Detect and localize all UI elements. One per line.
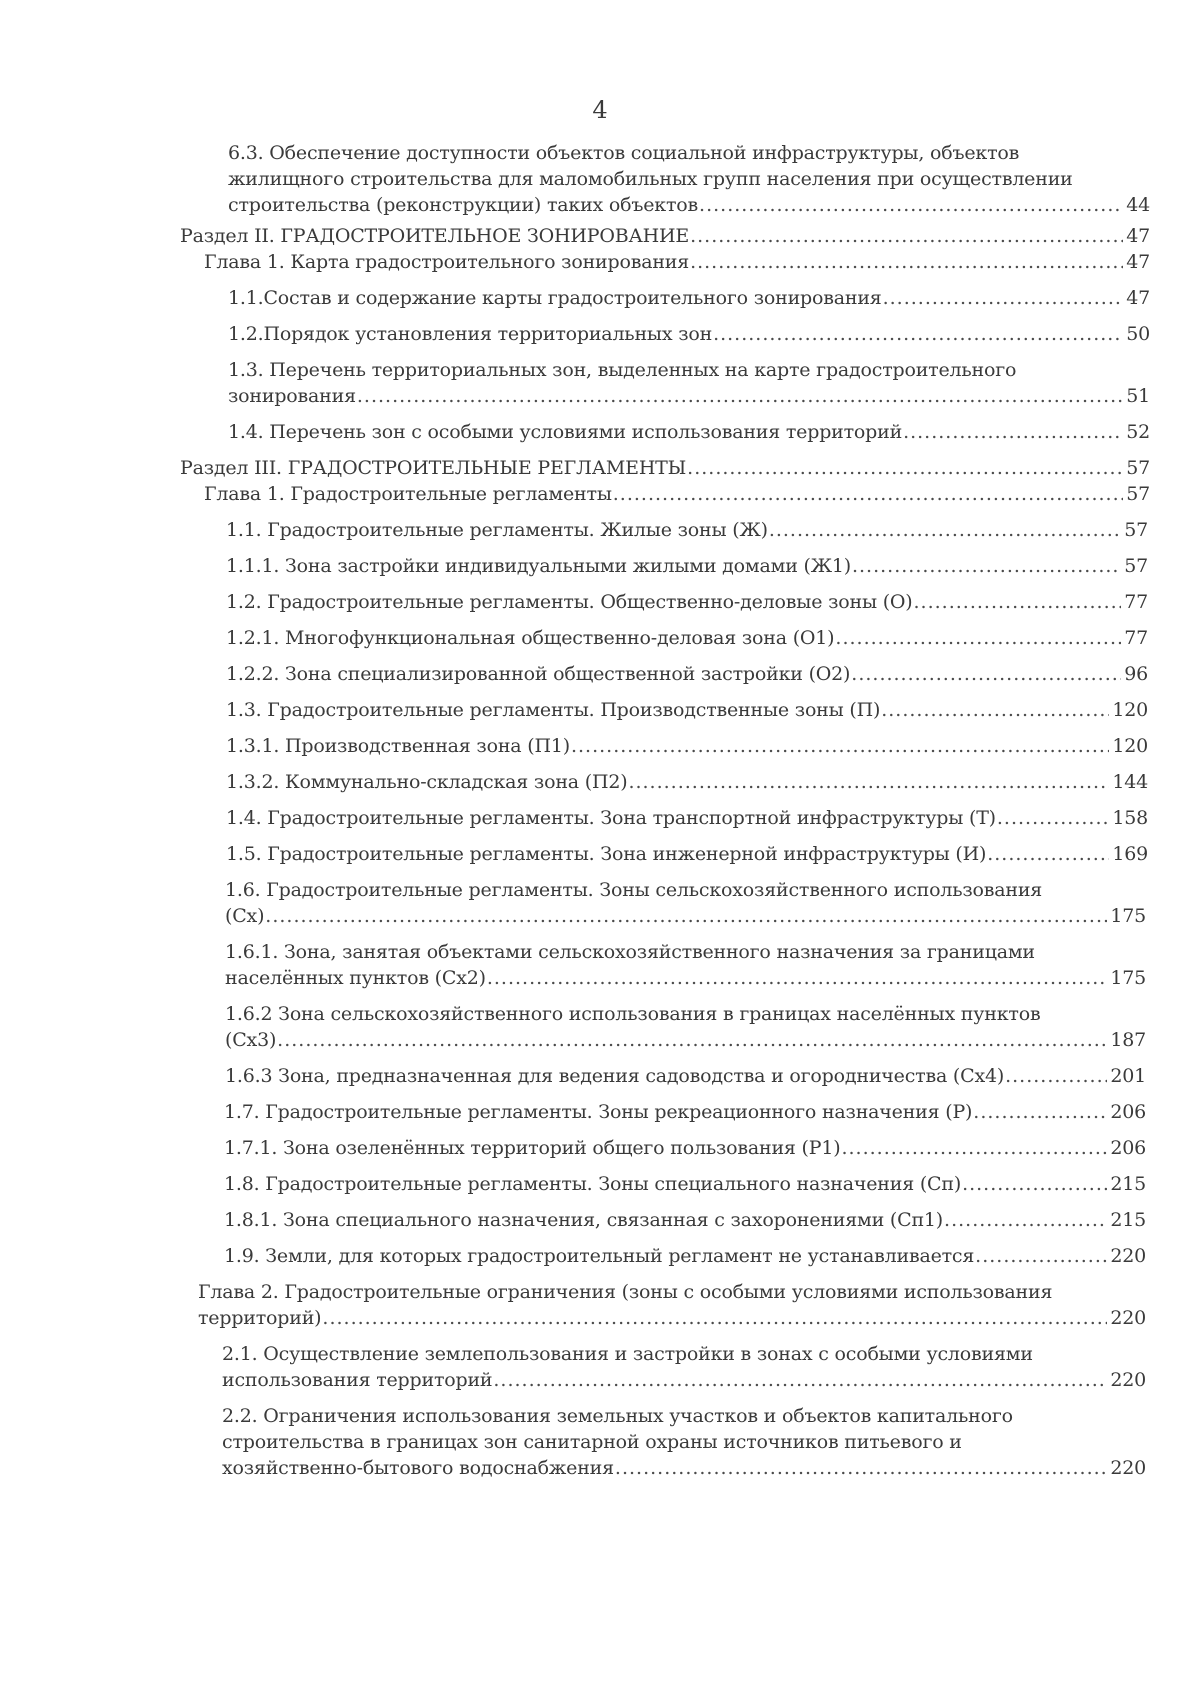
- toc-entry-page: 175: [1110, 967, 1146, 989]
- toc-entry[interactable]: [228, 321, 1150, 347]
- toc-entry-last-line: [225, 1063, 1146, 1089]
- toc-entry-line: 1.6. Градостроительные регламенты. Зоны сельскохозяйственного использования: [225, 879, 1043, 901]
- toc-entry[interactable]: [222, 1403, 1146, 1481]
- toc-entry-last-line: [228, 192, 1150, 218]
- toc-entry-title: 1.1.1. Зона застройки индивидуальными жилыми домами (Ж1): [226, 555, 851, 577]
- toc-entry-title: 1.3.2. Коммунально-складская зона (П2): [226, 771, 628, 793]
- toc-entry[interactable]: [226, 841, 1148, 867]
- table-of-contents: [0, 140, 1200, 1481]
- toc-entry-page: 47: [1126, 225, 1150, 247]
- toc-entry-last-line: [224, 1099, 1146, 1125]
- toc-entry-page: 44: [1126, 194, 1150, 216]
- toc-entry[interactable]: [225, 877, 1146, 929]
- toc-entry-title: (Сх3): [225, 1029, 277, 1051]
- toc-entry-page: 57: [1124, 555, 1148, 577]
- toc-entry-page: 47: [1126, 251, 1150, 273]
- toc-entry-page: 220: [1110, 1307, 1146, 1329]
- dot-leader: [571, 733, 1109, 759]
- toc-entry-title: Глава 1. Градостроительные регламенты: [204, 483, 612, 505]
- toc-entry-last-line: [224, 1171, 1146, 1197]
- page-number: 4: [592, 96, 608, 124]
- toc-entry-last-line: [226, 661, 1148, 687]
- toc-entry[interactable]: [224, 1171, 1146, 1197]
- dot-leader: [699, 192, 1123, 218]
- toc-entry-title: 1.4. Градостроительные регламенты. Зона транспортной инфраструктуры (Т): [226, 807, 996, 829]
- toc-entry-title: населённых пунктов (Сх2): [225, 967, 486, 989]
- toc-entry[interactable]: [224, 1135, 1146, 1161]
- toc-entry-page: 175: [1110, 905, 1146, 927]
- toc-entry[interactable]: [226, 553, 1148, 579]
- toc-entry-last-line: [180, 223, 1150, 249]
- dot-leader: [973, 1099, 1107, 1125]
- toc-entry-last-line: [228, 383, 1150, 409]
- dot-leader: [690, 223, 1123, 249]
- dot-leader: [322, 1305, 1107, 1331]
- toc-entry-last-line: [204, 481, 1150, 507]
- toc-entry-last-line: [224, 1135, 1146, 1161]
- dot-leader: [852, 553, 1121, 579]
- toc-entry[interactable]: [225, 1063, 1146, 1089]
- toc-entry-line: строительства в границах зон санитарной охраны источников питьевого и: [222, 1431, 962, 1453]
- toc-entry[interactable]: [228, 357, 1150, 409]
- toc-entry-title: строительства (реконструкции) таких объектов: [228, 194, 699, 216]
- toc-entry-last-line: [198, 1305, 1146, 1331]
- toc-entry-page: 144: [1112, 771, 1148, 793]
- toc-entry[interactable]: [226, 661, 1148, 687]
- toc-entry-last-line: [226, 625, 1148, 651]
- toc-entry-last-line: [228, 285, 1150, 311]
- toc-entry-last-line: [226, 805, 1148, 831]
- toc-entry-title: Раздел III. ГРАДОСТРОИТЕЛЬНЫЕ РЕГЛАМЕНТЫ: [180, 457, 687, 479]
- toc-entry-page: 220: [1110, 1369, 1146, 1391]
- toc-entry[interactable]: [224, 1243, 1146, 1269]
- toc-entry-last-line: [228, 321, 1150, 347]
- toc-entry-last-line: [226, 589, 1148, 615]
- dot-leader: [613, 481, 1123, 507]
- dot-leader: [881, 697, 1109, 723]
- toc-entry[interactable]: [226, 697, 1148, 723]
- toc-entry-last-line: [225, 903, 1146, 929]
- toc-entry-line: 2.1. Осуществление землепользования и застройки в зонах с особыми условиями: [222, 1343, 1033, 1365]
- dot-leader: [713, 321, 1123, 347]
- toc-entry-last-line: [226, 517, 1148, 543]
- toc-entry-page: 50: [1126, 323, 1150, 345]
- toc-entry-page: 57: [1126, 457, 1150, 479]
- toc-entry-page: 57: [1126, 483, 1150, 505]
- toc-entry-page: 187: [1110, 1029, 1146, 1051]
- toc-entry-page: 206: [1110, 1101, 1146, 1123]
- toc-entry[interactable]: [204, 481, 1150, 507]
- dot-leader: [690, 249, 1123, 275]
- toc-entry-title: 1.2.1. Многофункциональная общественно-деловая зона (О1): [226, 627, 835, 649]
- toc-entry-line: 1.3. Перечень территориальных зон, выделенных на карте градостроительного: [228, 359, 1017, 381]
- toc-entry[interactable]: [198, 1279, 1146, 1331]
- toc-entry[interactable]: [228, 419, 1150, 445]
- dot-leader: [975, 1243, 1107, 1269]
- toc-entry-title: 1.2. Градостроительные регламенты. Общественно-деловые зоны (О): [226, 591, 913, 613]
- toc-entry[interactable]: [225, 939, 1146, 991]
- toc-entry-page: 220: [1110, 1245, 1146, 1267]
- toc-entry[interactable]: [228, 285, 1150, 311]
- toc-entry-page: 201: [1110, 1065, 1146, 1087]
- toc-entry-last-line: [226, 769, 1148, 795]
- toc-entry-title: Раздел II. ГРАДОСТРОИТЕЛЬНОЕ ЗОНИРОВАНИЕ: [180, 225, 690, 247]
- dot-leader: [903, 419, 1123, 445]
- toc-entry-last-line: [226, 733, 1148, 759]
- toc-entry-line: 1.6.2 Зона сельскохозяйственного использования в границах населённых пунктов: [225, 1003, 1041, 1025]
- toc-entry[interactable]: [224, 1207, 1146, 1233]
- toc-entry-title: (Сх): [225, 905, 265, 927]
- toc-entry-page: 220: [1110, 1457, 1146, 1479]
- toc-entry-last-line: [226, 841, 1148, 867]
- toc-entry-page: 169: [1112, 843, 1148, 865]
- toc-entry[interactable]: [222, 1341, 1146, 1393]
- dot-leader: [883, 285, 1124, 311]
- toc-entry-page: 77: [1124, 627, 1148, 649]
- dot-leader: [851, 661, 1121, 687]
- dot-leader: [487, 965, 1107, 991]
- dot-leader: [914, 589, 1122, 615]
- toc-entry-line: 1.6.1. Зона, занятая объектами сельскохозяйственного назначения за границами: [225, 941, 1035, 963]
- toc-entry[interactable]: [226, 589, 1148, 615]
- dot-leader: [357, 383, 1123, 409]
- toc-entry-last-line: [224, 1207, 1146, 1233]
- toc-entry-title: хозяйственно-бытового водоснабжения: [222, 1457, 614, 1479]
- dot-leader: [987, 841, 1109, 867]
- toc-entry[interactable]: [180, 223, 1150, 249]
- dot-leader: [1005, 1063, 1107, 1089]
- toc-entry-line: 6.3. Обеспечение доступности объектов социальной инфраструктуры, объектов: [228, 142, 1020, 164]
- dot-leader: [265, 903, 1107, 929]
- toc-entry-title: 1.5. Градостроительные регламенты. Зона инженерной инфраструктуры (И): [226, 843, 987, 865]
- toc-entry-title: 1.9. Земли, для которых градостроительный регламент не устанавливается: [224, 1245, 975, 1267]
- toc-entry-last-line: [180, 455, 1150, 481]
- toc-entry-title: 1.4. Перечень зон с особыми условиями использования территорий: [228, 421, 903, 443]
- toc-entry-last-line: [225, 965, 1146, 991]
- toc-entry-title: 1.7.1. Зона озеленённых территорий общего пользования (Р1): [224, 1137, 841, 1159]
- toc-entry-page: 120: [1112, 699, 1148, 721]
- dot-leader: [277, 1027, 1107, 1053]
- dot-leader: [769, 517, 1121, 543]
- dot-leader: [493, 1367, 1107, 1393]
- toc-entry-page: 47: [1126, 287, 1150, 309]
- toc-entry-page: 120: [1112, 735, 1148, 757]
- dot-leader: [962, 1171, 1107, 1197]
- toc-entry-title: 1.3.1. Производственная зона (П1): [226, 735, 570, 757]
- toc-entry-last-line: [225, 1027, 1146, 1053]
- toc-entry-page: 158: [1112, 807, 1148, 829]
- toc-entry-title: Глава 1. Карта градостроительного зонирования: [204, 251, 690, 273]
- toc-entry-line: Глава 2. Градостроительные ограничения (зоны с особыми условиями использования: [198, 1281, 1053, 1303]
- dot-leader: [835, 625, 1121, 651]
- toc-entry-title: 1.8. Градостроительные регламенты. Зоны специального назначения (Сп): [224, 1173, 962, 1195]
- toc-entry-page: 51: [1126, 385, 1150, 407]
- dot-leader: [687, 455, 1123, 481]
- toc-entry-title: 1.3. Градостроительные регламенты. Производственные зоны (П): [226, 699, 881, 721]
- toc-entry[interactable]: [225, 1001, 1146, 1053]
- toc-entry-title: территорий): [198, 1307, 322, 1329]
- toc-entry-page: 206: [1110, 1137, 1146, 1159]
- toc-entry-title: 1.6.3 Зона, предназначенная для ведения садоводства и огородничества (Сх4): [225, 1065, 1005, 1087]
- toc-entry[interactable]: [226, 805, 1148, 831]
- toc-entry-title: 1.2.2. Зона специализированной общественной застройки (О2): [226, 663, 851, 685]
- toc-entry-last-line: [226, 697, 1148, 723]
- toc-entry-last-line: [224, 1243, 1146, 1269]
- dot-leader: [944, 1207, 1107, 1233]
- toc-entry[interactable]: [180, 455, 1150, 481]
- toc-entry-title: 1.1. Градостроительные регламенты. Жилые зоны (Ж): [226, 519, 768, 541]
- toc-entry-page: 57: [1124, 519, 1148, 541]
- toc-entry[interactable]: [228, 140, 1150, 218]
- toc-entry[interactable]: [226, 733, 1148, 759]
- toc-entry-page: 52: [1126, 421, 1150, 443]
- toc-entry-title: 1.2.Порядок установления территориальных зон: [228, 323, 713, 345]
- toc-entry[interactable]: [224, 1099, 1146, 1125]
- dot-leader: [628, 769, 1109, 795]
- toc-entry[interactable]: [226, 625, 1148, 651]
- toc-entry-last-line: [222, 1455, 1146, 1481]
- toc-entry-title: 1.7. Градостроительные регламенты. Зоны рекреационного назначения (Р): [224, 1101, 973, 1123]
- toc-entry-last-line: [228, 419, 1150, 445]
- toc-entry-page: 215: [1110, 1173, 1146, 1195]
- toc-entry-title: использования территорий: [222, 1369, 493, 1391]
- toc-entry-title: зонирования: [228, 385, 356, 407]
- toc-entry-page: 215: [1110, 1209, 1146, 1231]
- toc-entry-title: 1.8.1. Зона специального назначения, связанная с захоронениями (Сп1): [224, 1209, 944, 1231]
- toc-entry-page: 77: [1124, 591, 1148, 613]
- toc-entry-last-line: [226, 553, 1148, 579]
- toc-entry-line: жилищного строительства для маломобильных групп населения при осуществлении: [228, 168, 1073, 190]
- toc-entry-page: 96: [1124, 663, 1148, 685]
- toc-entry-line: 2.2. Ограничения использования земельных участков и объектов капитального: [222, 1405, 1013, 1427]
- toc-entry[interactable]: [226, 517, 1148, 543]
- toc-entry-last-line: [204, 249, 1150, 275]
- toc-entry[interactable]: [226, 769, 1148, 795]
- dot-leader: [997, 805, 1109, 831]
- toc-entry-title: 1.1.Состав и содержание карты градостроительного зонирования: [228, 287, 882, 309]
- dot-leader: [841, 1135, 1107, 1161]
- toc-entry-last-line: [222, 1367, 1146, 1393]
- toc-entry[interactable]: [204, 249, 1150, 275]
- dot-leader: [615, 1455, 1107, 1481]
